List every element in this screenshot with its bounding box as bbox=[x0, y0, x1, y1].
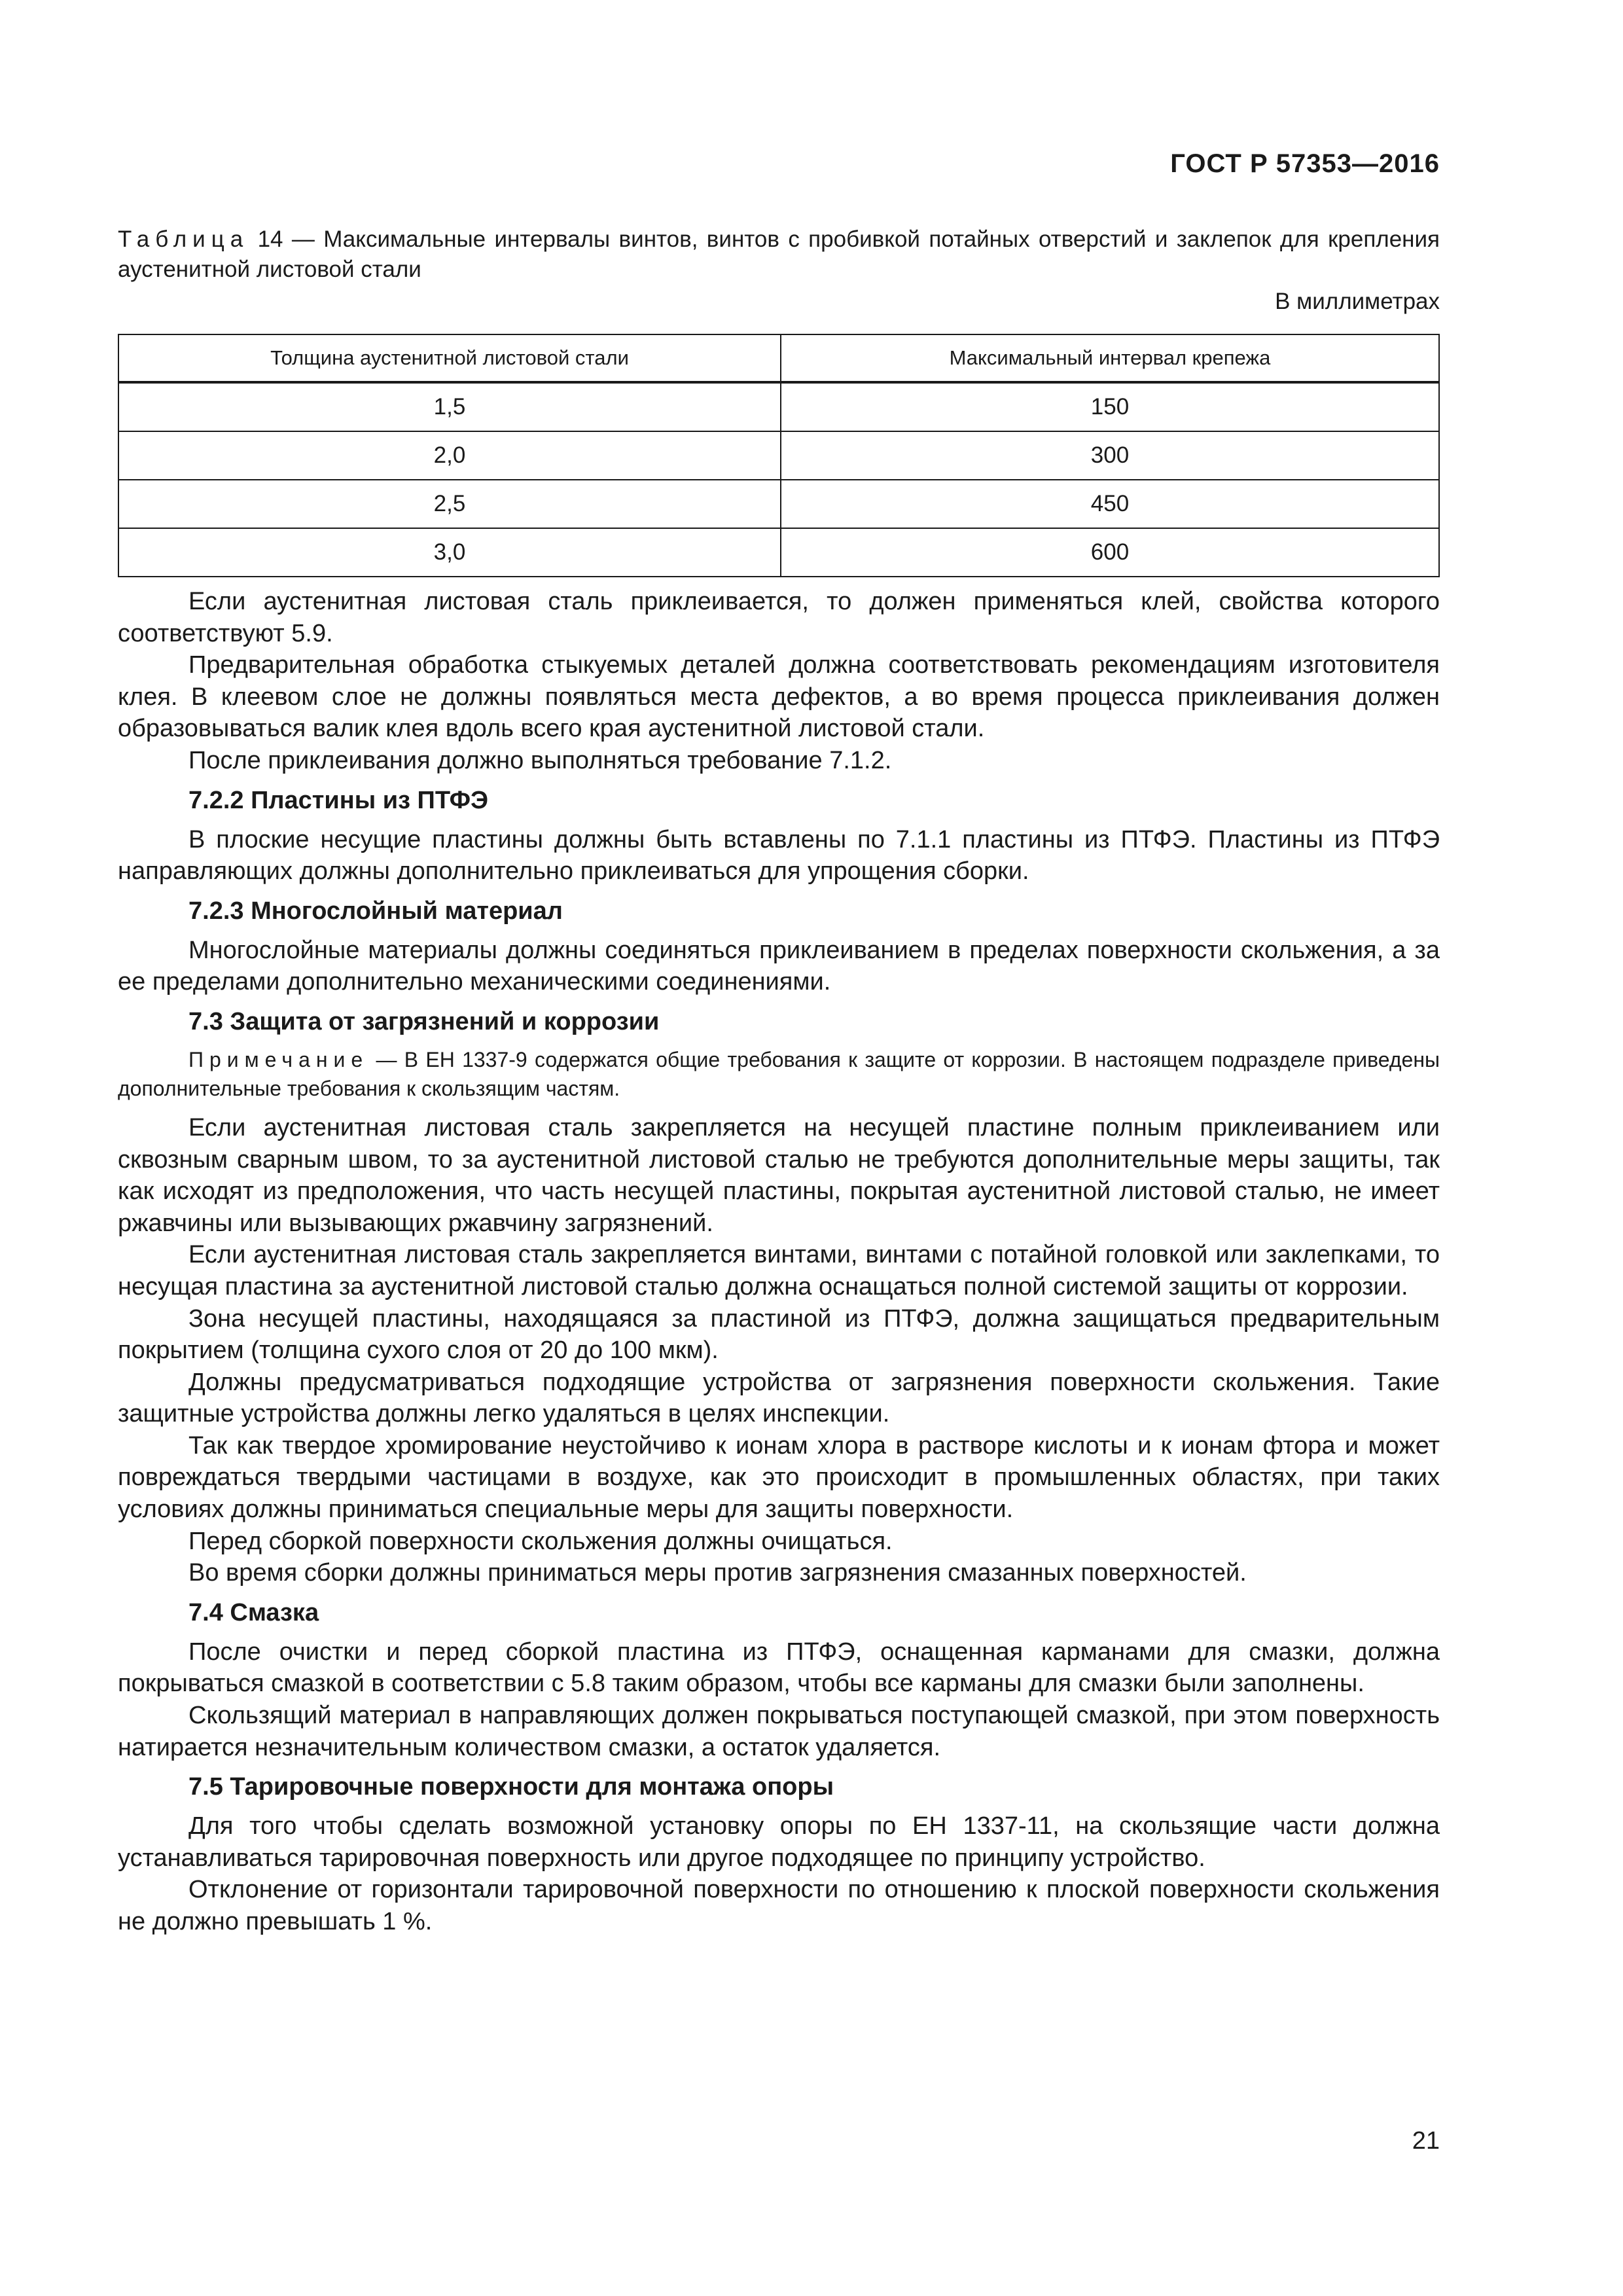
note-text: — В ЕН 1337-9 содержатся общие требования к защите от коррозии. В настоящем подразделе приведены дополнительные требования к скользящим частям. bbox=[118, 1047, 1440, 1100]
paragraph: Так как твердое хромирование неустойчиво к ионам хлора в растворе кислоты и к ионам фтора и может повреждаться твердыми частицами в воздухе, как это происходит в промышленных областях, при таких условиях должны приниматься специальные меры для защиты поверхности. bbox=[118, 1431, 1440, 1524]
section-heading-7-4: 7.4 Смазка bbox=[188, 1598, 319, 1626]
table-cell-interval: 300 bbox=[781, 431, 1439, 480]
paragraph: Если аустенитная листовая сталь закрепляется винтами, винтами с потайной головкой или заклепками, то несущая пластина за аустенитной листовой сталью должна оснащаться полной системой защиты от коррозии. bbox=[118, 1241, 1440, 1300]
note-label: Примечание bbox=[188, 1047, 369, 1071]
table-cell-interval: 150 bbox=[781, 382, 1439, 431]
table-row bbox=[118, 528, 1439, 577]
document-page bbox=[118, 0, 1440, 2296]
table-cell-thickness: 2,0 bbox=[118, 431, 781, 480]
paragraph: Предварительная обработка стыкуемых деталей должна соответствовать рекомендациям изготовителя клея. В клеевом слое не должны появляться места дефектов, а во время процесса приклеивания должен образовываться валик клея вдоль всего края аустенитной листовой стали. bbox=[118, 651, 1440, 743]
table-row bbox=[118, 480, 1439, 528]
table-units: В миллиметрах bbox=[1275, 289, 1440, 314]
note bbox=[118, 1045, 1440, 1103]
paragraph: Во время сборки должны приниматься меры против загрязнения смазанных поверхностей. bbox=[188, 1559, 1247, 1587]
section-heading-7-3: 7.3 Защита от загрязнений и коррозии bbox=[188, 1007, 660, 1035]
table-cell-interval: 600 bbox=[781, 528, 1439, 577]
paragraph: Многослойные материалы должны соединяться приклеиванием в пределах поверхности скольжения, а за ее пределами дополнительно механическими соединениями. bbox=[118, 936, 1440, 996]
table-row bbox=[118, 382, 1439, 431]
table-header-row bbox=[118, 334, 1439, 382]
paragraph: Для того чтобы сделать возможной установку опоры по ЕН 1337-11, на скользящие части должна устанавливаться тарировочная поверхность или другое подходящее по принципу устройство. bbox=[118, 1812, 1440, 1872]
column-header-interval: Максимальный интервал крепежа bbox=[781, 334, 1439, 382]
section-heading-7-2-3: 7.2.3 Многослойный материал bbox=[188, 897, 563, 925]
section-heading-7-2-2: 7.2.2 Пластины из ПТФЭ bbox=[188, 786, 489, 814]
table-caption-text: 14 — Максимальные интервалы винтов, винтов с пробивкой потайных отверстий и заклепок для крепления аустенитной листовой стали bbox=[118, 226, 1440, 282]
fastener-interval-table bbox=[118, 334, 1440, 577]
document-code: ГОСТ Р 57353—2016 bbox=[1170, 149, 1440, 178]
table-cell-interval: 450 bbox=[781, 480, 1439, 528]
paragraph: Отклонение от горизонтали тарировочной поверхности по отношению к плоской поверхности скольжения не должно превышать 1 %. bbox=[118, 1876, 1440, 1935]
paragraph: После приклеивания должно выполняться требование 7.1.2. bbox=[188, 746, 892, 774]
table-caption-label: Таблица bbox=[118, 226, 249, 252]
paragraph: В плоские несущие пластины должны быть вставлены по 7.1.1 пластины из ПТФЭ. Пластины из ПТФЭ направляющих должны дополнительно приклеиваться для упрощения сборки. bbox=[118, 825, 1440, 886]
table-cell-thickness: 1,5 bbox=[118, 382, 781, 431]
paragraph: Должны предусматриваться подходящие устройства от загрязнения поверхности скольжения. Такие защитные устройства должны легко удаляться в целях инспекции. bbox=[118, 1368, 1440, 1428]
paragraph: Скользящий материал в направляющих должен покрываться поступающей смазкой, при этом поверхность натирается незначительным количеством смазки, а остаток удаляется. bbox=[118, 1702, 1440, 1761]
table-caption bbox=[118, 224, 1440, 285]
table-cell-thickness: 3,0 bbox=[118, 528, 781, 577]
paragraph: После очистки и перед сборкой пластина из ПТФЭ, оснащенная карманами для смазки, должна покрываться смазкой в соответствии с 5.8 таким образом, чтобы все карманы для смазки были заполнены. bbox=[118, 1638, 1440, 1698]
column-header-thickness: Толщина аустенитной листовой стали bbox=[118, 334, 781, 382]
page-number: 21 bbox=[1412, 2127, 1440, 2155]
table-cell-thickness: 2,5 bbox=[118, 480, 781, 528]
table-row bbox=[118, 431, 1439, 480]
section-heading-7-5: 7.5 Тарировочные поверхности для монтажа опоры bbox=[188, 1773, 834, 1801]
paragraph: Если аустенитная листовая сталь закрепляется на несущей пластине полным приклеиванием или сквозным сварным швом, то за аустенитной листовой сталью не требуются дополнительные меры защиты, так как исходят из предположения, что часть несущей пластины, покрытая аустенитной листовой сталью, не имеет ржавчины или вызывающих ржавчину загрязнений. bbox=[118, 1113, 1440, 1237]
document-body bbox=[118, 586, 1440, 1938]
paragraph: Если аустенитная листовая сталь приклеивается, то должен применяться клей, свойства которого соответствуют 5.9. bbox=[118, 588, 1440, 647]
paragraph: Зона несущей пластины, находящаяся за пластиной из ПТФЭ, должна защищаться предварительным покрытием (толщина сухого слоя от 20 до 100 мкм). bbox=[118, 1304, 1440, 1365]
paragraph: Перед сборкой поверхности скольжения должны очищаться. bbox=[188, 1527, 893, 1555]
